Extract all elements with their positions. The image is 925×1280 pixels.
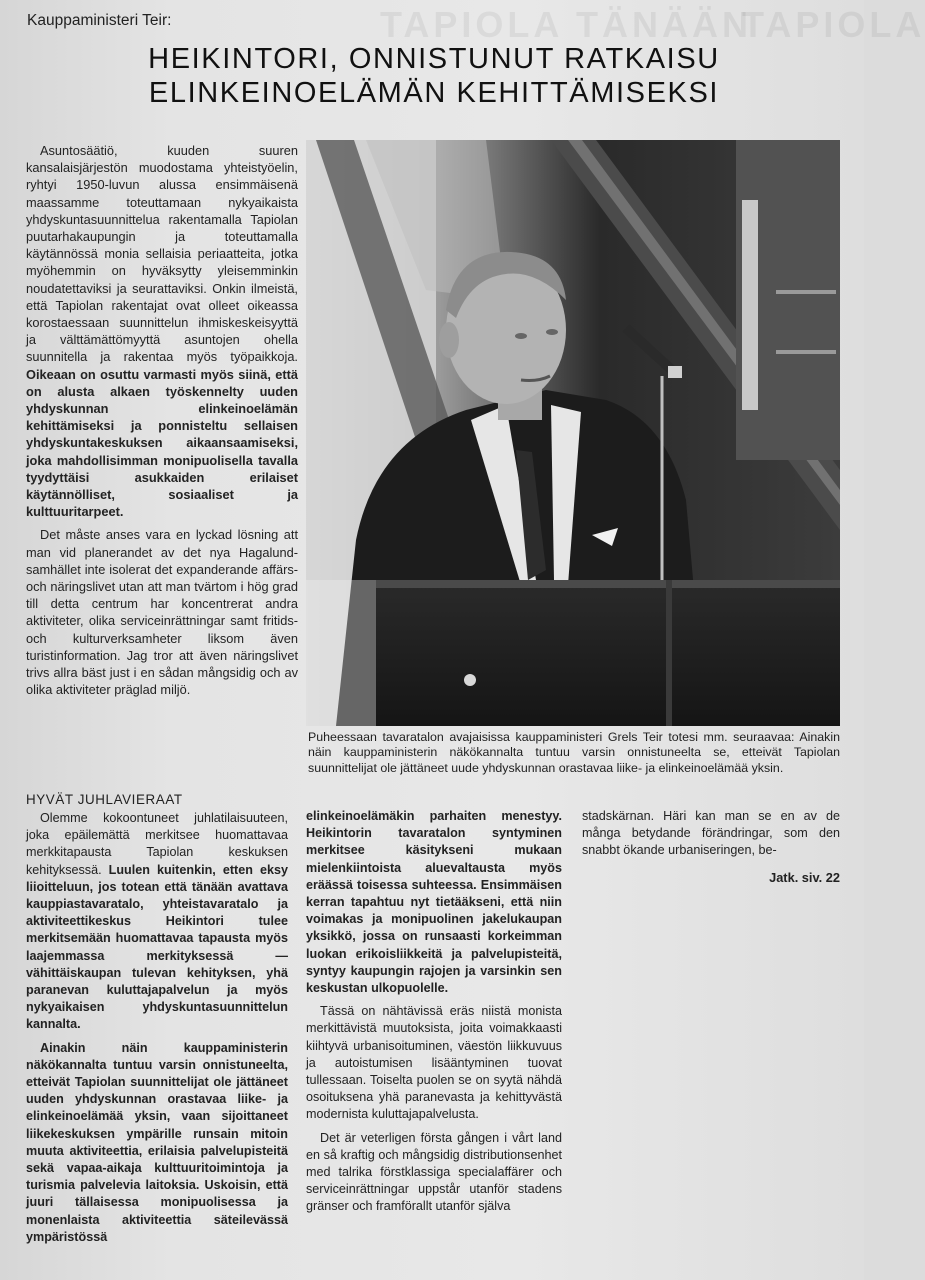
intro-paragraph-1 — [26, 142, 298, 520]
intro-column — [26, 142, 298, 705]
body-paragraph-bold: Ainakin näin kauppaministerin näkökannalta tuntuu varsin onnistuneelta, etteivät Tapiolan suunnittelijat ole jättäneet uuden yhdyskunnan orastavaa liike- ja elinkeinoelämää yksin, vaan sijoittaneet liikekeskuksen ympärille runsain mitoin muuta aktiviteettia, erilaisia palvelupisteitä sekä vapaa-aikaja kulttuuritoimintoja ja turismia palvelevia laitoksia. Uskoisin, että juuri tällaisessa monipuolisessa ja monenlaista aktiviteettia säteilevässä ympäristössä — [26, 1040, 288, 1244]
speaker-photo-illustration — [306, 140, 840, 726]
bleed-through-text: TAPIOLA TÄNÄÄN — [380, 4, 752, 45]
body-text-bold: Luulen kuitenkin, etten eksy liioitteluun, jos totean että tänään avattava kauppiastavaratalo, yhteistavaratalo ja aktiviteettikeskus Heikintori tulee merkitsemään huomattavaa tapausta myös laajemmassa merkityksessä — vähittäiskaupan tulevan kehityksen, yhä paranevan kuluttajapalvelun ja myös nykyaikaisen yhdyskuntasuunnittelun kannalta. — [26, 862, 288, 1032]
article-title — [100, 42, 768, 110]
bleed-through-text-right: TAPIOLA — [742, 4, 925, 45]
speaker-photo — [306, 140, 840, 726]
intro-p1-text: Asuntosäätiö, kuuden suuren kansalaisjärjestön muodostama yhteistyöelin, ryhtyi 1950-luvun alussa ensimmäisenä maassamme toteuttamaan nykyaikaista yhdyskuntasuunnittelua rakentamalla Tapiolan puutarhakaupungin ja toteuttamalla käytännössä monia sellaisia periaatteita, jotka myöhemmin on hyväksytty yleisemminkin noudatettaviksi ja seurattaviksi. Onkin ilmeistä, että Tapiolan rakentajat ovat olleet oikeassa korostaessaan suunnittelun ihmiskeskeisyyttä ja välttämättömyyttä asuntojen ohella suunnitella ja rakentaa myös työpaikkoja. — [26, 143, 298, 365]
continued-note: Jatk. siv. 22 — [769, 870, 840, 885]
body-text: Olemme kokoontuneet juhlatilaisuuteen, joka epäilemättä merkitsee huomattavaa merkkitapausta Tapiolan keskuksen kehityksessä. — [26, 811, 288, 877]
body-column-2 — [306, 808, 562, 1222]
photo-caption: Puheessaan tavaratalon avajaisissa kauppaministeri Grels Teir totesi mm. seuraavaa: Ainakin näin kauppaministerin näkökannalta tuntuu varsin onnistuneelta se, etteivät Tapiolan suunnittelijat ole jättäneet uude yhdyskunnan orastavaa liike- ja elinkeinoelämää yksin. — [308, 730, 840, 775]
intro-paragraph-2: Det måste anses vara en lyckad lösning att man vid planerandet av det nya Hagalund-samhället inte isolerat det expanderande affärs- och näringslivet utan att man tvärtom i hög grad till detta centrum har koncentrerat andra aktiviteter, olika serviceinrättningar samt fritids- och kulturverksamheter liksom även turistinformation. Jag tror att även näringslivet trivs allra bäst just i en sådan mångsidig och av olika aktiviteter präglad miljö. — [26, 527, 298, 698]
body-text-bold-cont: Heikintorin tavaratalon syntyminen merkitsee käsitykseni mukaan mielenkiintoista aluevaltausta myös eräässä toisessa suhteessa. Ensimmäisen kerran tapahtuu nyt tietääkseni, että niin voimakas ja monipuolinen jakelukaupan yksikkö, jossa on runsaasti korkeimman luokan erikoisliikkeitä ja palvelupisteitä, syntyy kaupungin rajojen ja varsinkin sen keskustan ulkopuolelle. — [306, 826, 562, 996]
title-line-1: HEIKINTORI, ONNISTUNUT RATKAISU — [148, 43, 720, 75]
body-paragraph: stadskärnan. Häri kan man se en av de många betydande förändringar, som den snabbt ökande urbaniseringen, be- — [582, 809, 840, 858]
body-column-3 — [582, 808, 840, 866]
body-paragraph — [26, 810, 288, 1034]
title-line-2: ELINKEINOELÄMÄN KEHITTÄMISEKSI — [148, 77, 720, 109]
intro-p1-bold: Oikeaan on osuttu varmasti myös siinä, että on alusta alkaen työskennelty uuden yhdyskunnan elinkeinoelämän kehittämiseksi ja ponnisteltu sellaisen yhdyskuntakeskuksen aikaansaamiseksi, joka mahdollisimman monipuolisella tavalla tyydyttäisi asukkaiden erilaiset käytännölliset, sosiaaliset ja kulttuuritarpeet. — [26, 366, 298, 520]
body-text-bold: elinkeinoelämäkin parhaiten menestyy. — [306, 809, 562, 823]
body-column-1 — [26, 810, 288, 1252]
section-subhead: HYVÄT JUHLAVIERAAT — [26, 792, 183, 807]
article-kicker: Kauppaministeri Teir: — [27, 12, 172, 29]
body-paragraph-swedish: Det är veterligen första gången i vårt land en så kraftig och mångsidig distributionsenhet med talrika förstklassiga specialaffärer och serviceinrättningar uppstår utanför stadens gränser och framförallt utanför själva — [306, 1130, 562, 1214]
body-paragraph — [306, 808, 562, 997]
body-paragraph: Tässä on nähtävissä eräs niistä monista merkittävistä muutoksista, joita voimakkaasti kiihtyvä urbanisoituminen, väestön liikkuvuus ja autoistumisen lisääntyminen tuovat tullessaan. Toiselta puolen se on syytä nähdä osoituksena yhä paranevasta ja kehittyvästä modernista kuluttajapalvelusta. — [306, 1004, 562, 1122]
